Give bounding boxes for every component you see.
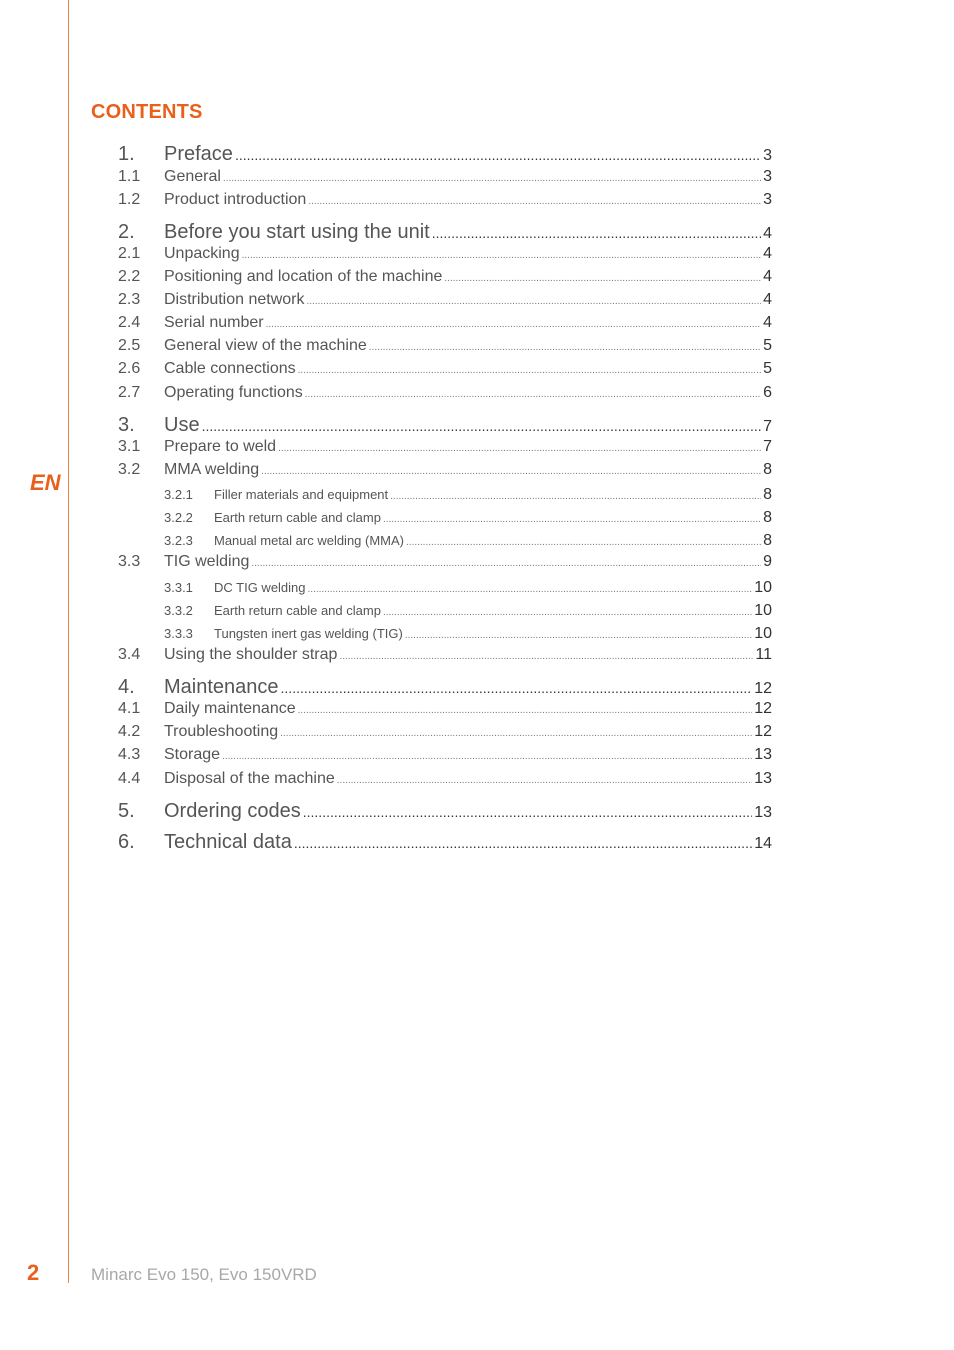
toc-entry-label: Disposal of the machine (164, 770, 335, 787)
toc-dot-leader (303, 804, 752, 820)
toc-entry-label: Filler materials and equipment (214, 487, 389, 502)
toc-entry[interactable] (118, 723, 772, 741)
toc-entry[interactable] (118, 143, 772, 166)
toc-entry-page: 4 (763, 268, 772, 285)
toc-entry[interactable] (118, 746, 772, 764)
toc-dot-leader (266, 319, 761, 330)
toc-entry-label: Ordering codes (164, 800, 301, 822)
toc-entry-number: 3.2.2 (164, 510, 193, 525)
toc-dot-leader (278, 443, 761, 454)
toc-entry[interactable] (118, 360, 772, 378)
toc-entry-page: 8 (763, 532, 772, 549)
toc-dot-leader (305, 389, 761, 400)
toc-entry[interactable] (118, 438, 772, 456)
toc-entry-number: 2.5 (118, 337, 141, 354)
toc-entry-number: 2.3 (118, 291, 141, 308)
toc-dot-leader (261, 466, 761, 477)
toc-entry-number: 3.2.1 (164, 487, 193, 502)
toc-dot-leader (294, 835, 752, 851)
toc-entry-label: Positioning and location of the machine (164, 268, 443, 285)
toc-entry-number: 1.1 (118, 168, 141, 185)
toc-entry[interactable] (118, 245, 772, 263)
toc-dot-leader (242, 250, 761, 261)
toc-entry-number: 4. (118, 676, 135, 698)
toc-entry-label: Product introduction (164, 191, 307, 208)
toc-entry[interactable] (164, 579, 772, 597)
toc-entry-page: 3 (763, 147, 772, 164)
toc-entry-label: TIG welding (164, 553, 250, 570)
toc-entry[interactable] (118, 221, 772, 244)
toc-entry-label: Serial number (164, 314, 264, 331)
toc-entry-number: 5. (118, 800, 135, 822)
toc-entry-page: 4 (763, 291, 772, 308)
toc-entry-page: 13 (754, 770, 772, 787)
toc-entry-number: 2.6 (118, 360, 141, 377)
toc-dot-leader (298, 365, 761, 376)
toc-entry[interactable] (118, 268, 772, 286)
toc-entry-page: 12 (754, 723, 772, 740)
toc-entry[interactable] (164, 509, 772, 527)
toc-entry-page: 4 (763, 245, 772, 262)
toc-entry-page: 5 (763, 360, 772, 377)
toc-entry-label: Preface (164, 143, 233, 165)
toc-entry-page: 12 (754, 700, 772, 717)
toc-dot-leader (432, 225, 761, 241)
page-number: 2 (27, 1260, 40, 1285)
toc-entry-page: 10 (754, 579, 772, 596)
toc-entry-number: 6. (118, 831, 135, 853)
toc-entry-label: General view of the machine (164, 337, 367, 354)
toc-entry-page: 10 (754, 602, 772, 619)
toc-dot-leader (444, 273, 761, 284)
toc-entry-page: 9 (763, 553, 772, 570)
toc-entry-page: 10 (754, 625, 772, 642)
toc-dot-leader (308, 584, 753, 595)
toc-dot-leader (251, 558, 761, 569)
toc-dot-leader (369, 342, 761, 353)
toc-dot-leader (202, 418, 762, 434)
toc-entry-label: Troubleshooting (164, 723, 279, 740)
toc-entry[interactable] (118, 414, 772, 437)
toc-entry-page: 7 (763, 438, 772, 455)
toc-entry[interactable] (118, 831, 772, 854)
language-tag: EN (30, 470, 61, 495)
toc-entry-page: 14 (754, 835, 772, 852)
toc-entry-number: 1.2 (118, 191, 141, 208)
toc-entry-page: 5 (763, 337, 772, 354)
toc-dot-leader (383, 607, 752, 618)
toc-entry-page: 4 (763, 314, 772, 331)
toc-entry-page: 3 (763, 191, 772, 208)
toc-dot-leader (223, 173, 761, 184)
toc-entry-number: 3.3.2 (164, 603, 193, 618)
toc-entry-label: Earth return cable and clamp (214, 510, 381, 525)
toc-dot-leader (337, 775, 752, 786)
toc-entry-number: 2. (118, 221, 135, 243)
toc-entry-page: 6 (763, 384, 772, 401)
toc-entry[interactable] (118, 700, 772, 718)
toc-dot-leader (307, 296, 762, 307)
toc-entry-label: Distribution network (164, 291, 305, 308)
toc-entry-label: Technical data (164, 831, 292, 853)
toc-entry-label: Before you start using the unit (164, 221, 430, 243)
toc-entry-label: Use (164, 414, 200, 436)
toc-entry-number: 3.3.3 (164, 626, 193, 641)
toc-entry-page: 13 (754, 804, 772, 821)
toc-entry[interactable] (118, 770, 772, 788)
toc-entry-page: 8 (763, 461, 772, 478)
toc-entry-page: 7 (763, 418, 772, 435)
toc-entry-number: 3.2 (118, 461, 141, 478)
toc-entry-number: 4.1 (118, 700, 141, 717)
toc-dot-leader (235, 147, 761, 163)
toc-entry-number: 3.2.3 (164, 533, 193, 548)
toc-entry[interactable] (118, 191, 772, 209)
toc-entry[interactable] (164, 625, 772, 643)
toc-entry-label: Tungsten inert gas welding (TIG) (214, 626, 403, 641)
toc-entry-label: Earth return cable and clamp (214, 603, 381, 618)
toc-entry-page: 12 (754, 680, 772, 697)
toc-dot-leader (222, 751, 752, 762)
toc-entry-page: 11 (755, 646, 772, 663)
toc-entry-number: 1. (118, 143, 135, 165)
toc-entry[interactable] (118, 461, 772, 479)
toc-entry-page: 4 (763, 225, 772, 242)
toc-entry-number: 4.2 (118, 723, 141, 740)
toc-dot-leader (280, 728, 752, 739)
toc-dot-leader (406, 537, 761, 548)
toc-entry-label: Manual metal arc welding (MMA) (214, 533, 405, 548)
toc-entry-label: Cable connections (164, 360, 296, 377)
toc-entry-number: 2.4 (118, 314, 141, 331)
toc-entry-page: 13 (754, 746, 772, 763)
toc-entry-label: Unpacking (164, 245, 240, 262)
toc-entry-number: 2.7 (118, 384, 141, 401)
footer-title: Minarc Evo 150, Evo 150VRD (91, 1265, 317, 1284)
toc-dot-leader (339, 651, 753, 662)
toc-entry-label: MMA welding (164, 461, 260, 478)
toc-entry[interactable] (164, 486, 772, 504)
toc-dot-leader (298, 705, 753, 716)
toc-entry-label: DC TIG welding (214, 580, 306, 595)
toc-entry-label: Using the shoulder strap (164, 646, 338, 663)
toc-entry[interactable] (164, 532, 772, 550)
toc-entry[interactable] (118, 553, 772, 571)
toc-entry[interactable] (118, 314, 772, 332)
toc-entry-number: 4.3 (118, 746, 141, 763)
toc-entry[interactable] (118, 646, 772, 664)
toc-entry-label: Daily maintenance (164, 700, 296, 717)
toc-dot-leader (405, 630, 752, 641)
toc-entry[interactable] (118, 291, 772, 309)
toc-entry[interactable] (118, 676, 772, 699)
contents-heading: CONTENTS (91, 101, 203, 123)
toc-entry-number: 3. (118, 414, 135, 436)
toc-entry[interactable] (118, 800, 772, 823)
toc-entry-number: 4.4 (118, 770, 141, 787)
toc-entry-label: Maintenance (164, 676, 279, 698)
toc-entry-number: 3.1 (118, 438, 141, 455)
toc-entry-number: 2.2 (118, 268, 141, 285)
toc-entry-label: Prepare to weld (164, 438, 277, 455)
toc-entry-number: 3.4 (118, 646, 141, 663)
toc-entry-label: Storage (164, 746, 221, 763)
toc-dot-leader (308, 196, 761, 207)
toc-entry-label: Operating functions (164, 384, 303, 401)
toc-entry-label: General (164, 168, 221, 185)
toc-entry[interactable] (118, 384, 772, 402)
margin-rule (68, 0, 69, 1283)
toc-entry-page: 8 (763, 509, 772, 526)
toc-dot-leader (383, 514, 761, 525)
toc-entry[interactable] (164, 602, 772, 620)
toc-dot-leader (281, 680, 753, 696)
toc-entry[interactable] (118, 337, 772, 355)
toc-dot-leader (390, 491, 761, 502)
toc-entry-number: 3.3.1 (164, 580, 193, 595)
toc-entry-page: 8 (763, 486, 772, 503)
toc-entry-page: 3 (763, 168, 772, 185)
toc-entry-number: 3.3 (118, 553, 141, 570)
toc-entry-number: 2.1 (118, 245, 141, 262)
toc-entry[interactable] (118, 168, 772, 186)
